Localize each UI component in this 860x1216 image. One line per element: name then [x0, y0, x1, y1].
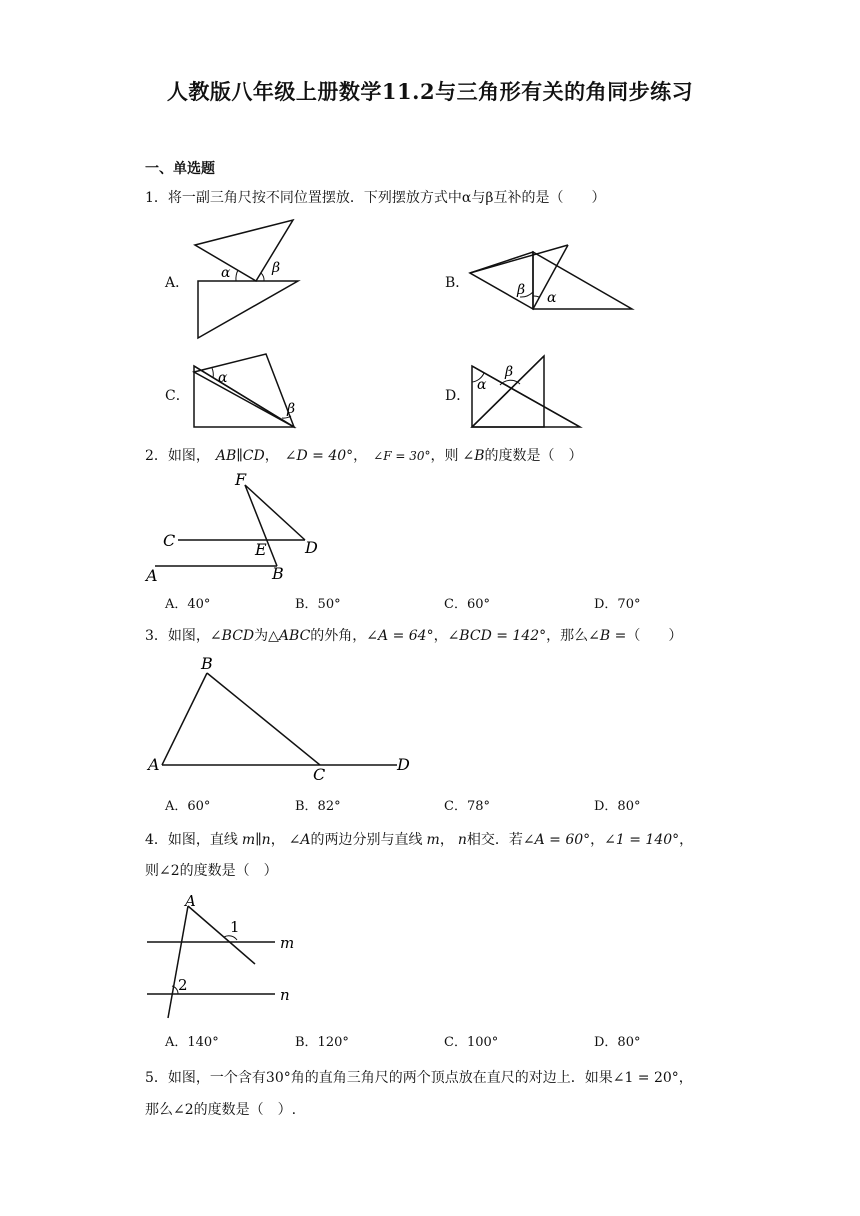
q1b-beta-label: β — [517, 282, 526, 298]
page-title: 人教版八年级上册数学11.2与三角形有关的角同步练习 — [166, 79, 694, 104]
q1-option-d-label: D． — [445, 388, 471, 404]
q2-label-b: B — [272, 564, 284, 583]
q4-option-c: C．100° — [444, 1035, 499, 1050]
q2-label-e: E — [255, 540, 267, 559]
question-2-stem: 2．如图， AB∥CD， ∠D = 40°， ∠F = 30°，则 ∠B的度数是（ ） — [145, 448, 583, 464]
q2-option-a: A．40° — [165, 597, 211, 612]
q4-label-1: 1 — [230, 918, 240, 936]
section-heading: 一、单选题 — [145, 161, 215, 177]
q1d-alpha-label: α — [477, 377, 487, 393]
question-5-stem-line-2: 那么∠2的度数是（ ）. — [145, 1102, 297, 1118]
q3-label-b: B — [201, 654, 213, 673]
question-4-stem-line-2: 则∠2的度数是（ ） — [145, 863, 278, 879]
q4-option-d: D．80° — [594, 1035, 641, 1050]
q3-option-d: D．80° — [594, 799, 641, 814]
question-1-stem: 1．将一副三角尺按不同位置摆放．下列摆放方式中α与β互补的是（ ） — [145, 190, 606, 206]
q3-option-a: A．60° — [165, 799, 211, 814]
q2-option-b: B．50° — [295, 597, 341, 612]
q2-label-d: D — [305, 538, 318, 557]
question-5-stem-line-1: 5．如图，一个含有30°角的直角三角尺的两个顶点放在直尺的对边上．如果∠1 = 20°， — [145, 1070, 693, 1086]
q3-option-c: C．78° — [444, 799, 490, 814]
question-4-stem-line-1: 4．如图，直线 m∥n， ∠A的两边分别与直线 m， n相交．若∠A = 60°，∠1 = 140°， — [145, 832, 694, 848]
question-3-stem: 3．如图，∠BCD为△ABC的外角，∠A = 64°，∠BCD = 142°，那么∠B =（ ） — [145, 628, 683, 644]
q4-label-n: n — [280, 986, 290, 1004]
q3-label-d: D — [397, 755, 410, 774]
q1-option-c-label: C． — [165, 388, 190, 404]
q1c-alpha-label: α — [218, 370, 228, 386]
q1b-alpha-label: α — [547, 290, 557, 306]
q4-option-b: B．120° — [295, 1035, 349, 1050]
q1a-alpha-label: α — [221, 265, 231, 281]
q4-option-a: A．140° — [165, 1035, 219, 1050]
q2-option-c: C．60° — [444, 597, 490, 612]
q4-label-m: m — [280, 934, 295, 952]
q1-option-a-label: A． — [165, 275, 190, 291]
q2-label-f: F — [235, 470, 247, 489]
q2-option-d: D．70° — [594, 597, 641, 612]
q4-label-2: 2 — [178, 976, 188, 994]
q1c-beta-label: β — [287, 401, 296, 417]
q3-label-a: A — [148, 755, 160, 774]
q2-label-c: C — [163, 531, 176, 550]
q3-label-c: C — [313, 765, 326, 784]
q1a-beta-label: β — [272, 260, 281, 276]
q1d-beta-label: β — [505, 364, 514, 380]
q3-option-b: B．82° — [295, 799, 341, 814]
q4-label-a: A — [185, 892, 196, 910]
q1-option-b-label: B． — [445, 275, 470, 291]
q2-label-a: A — [146, 566, 158, 585]
